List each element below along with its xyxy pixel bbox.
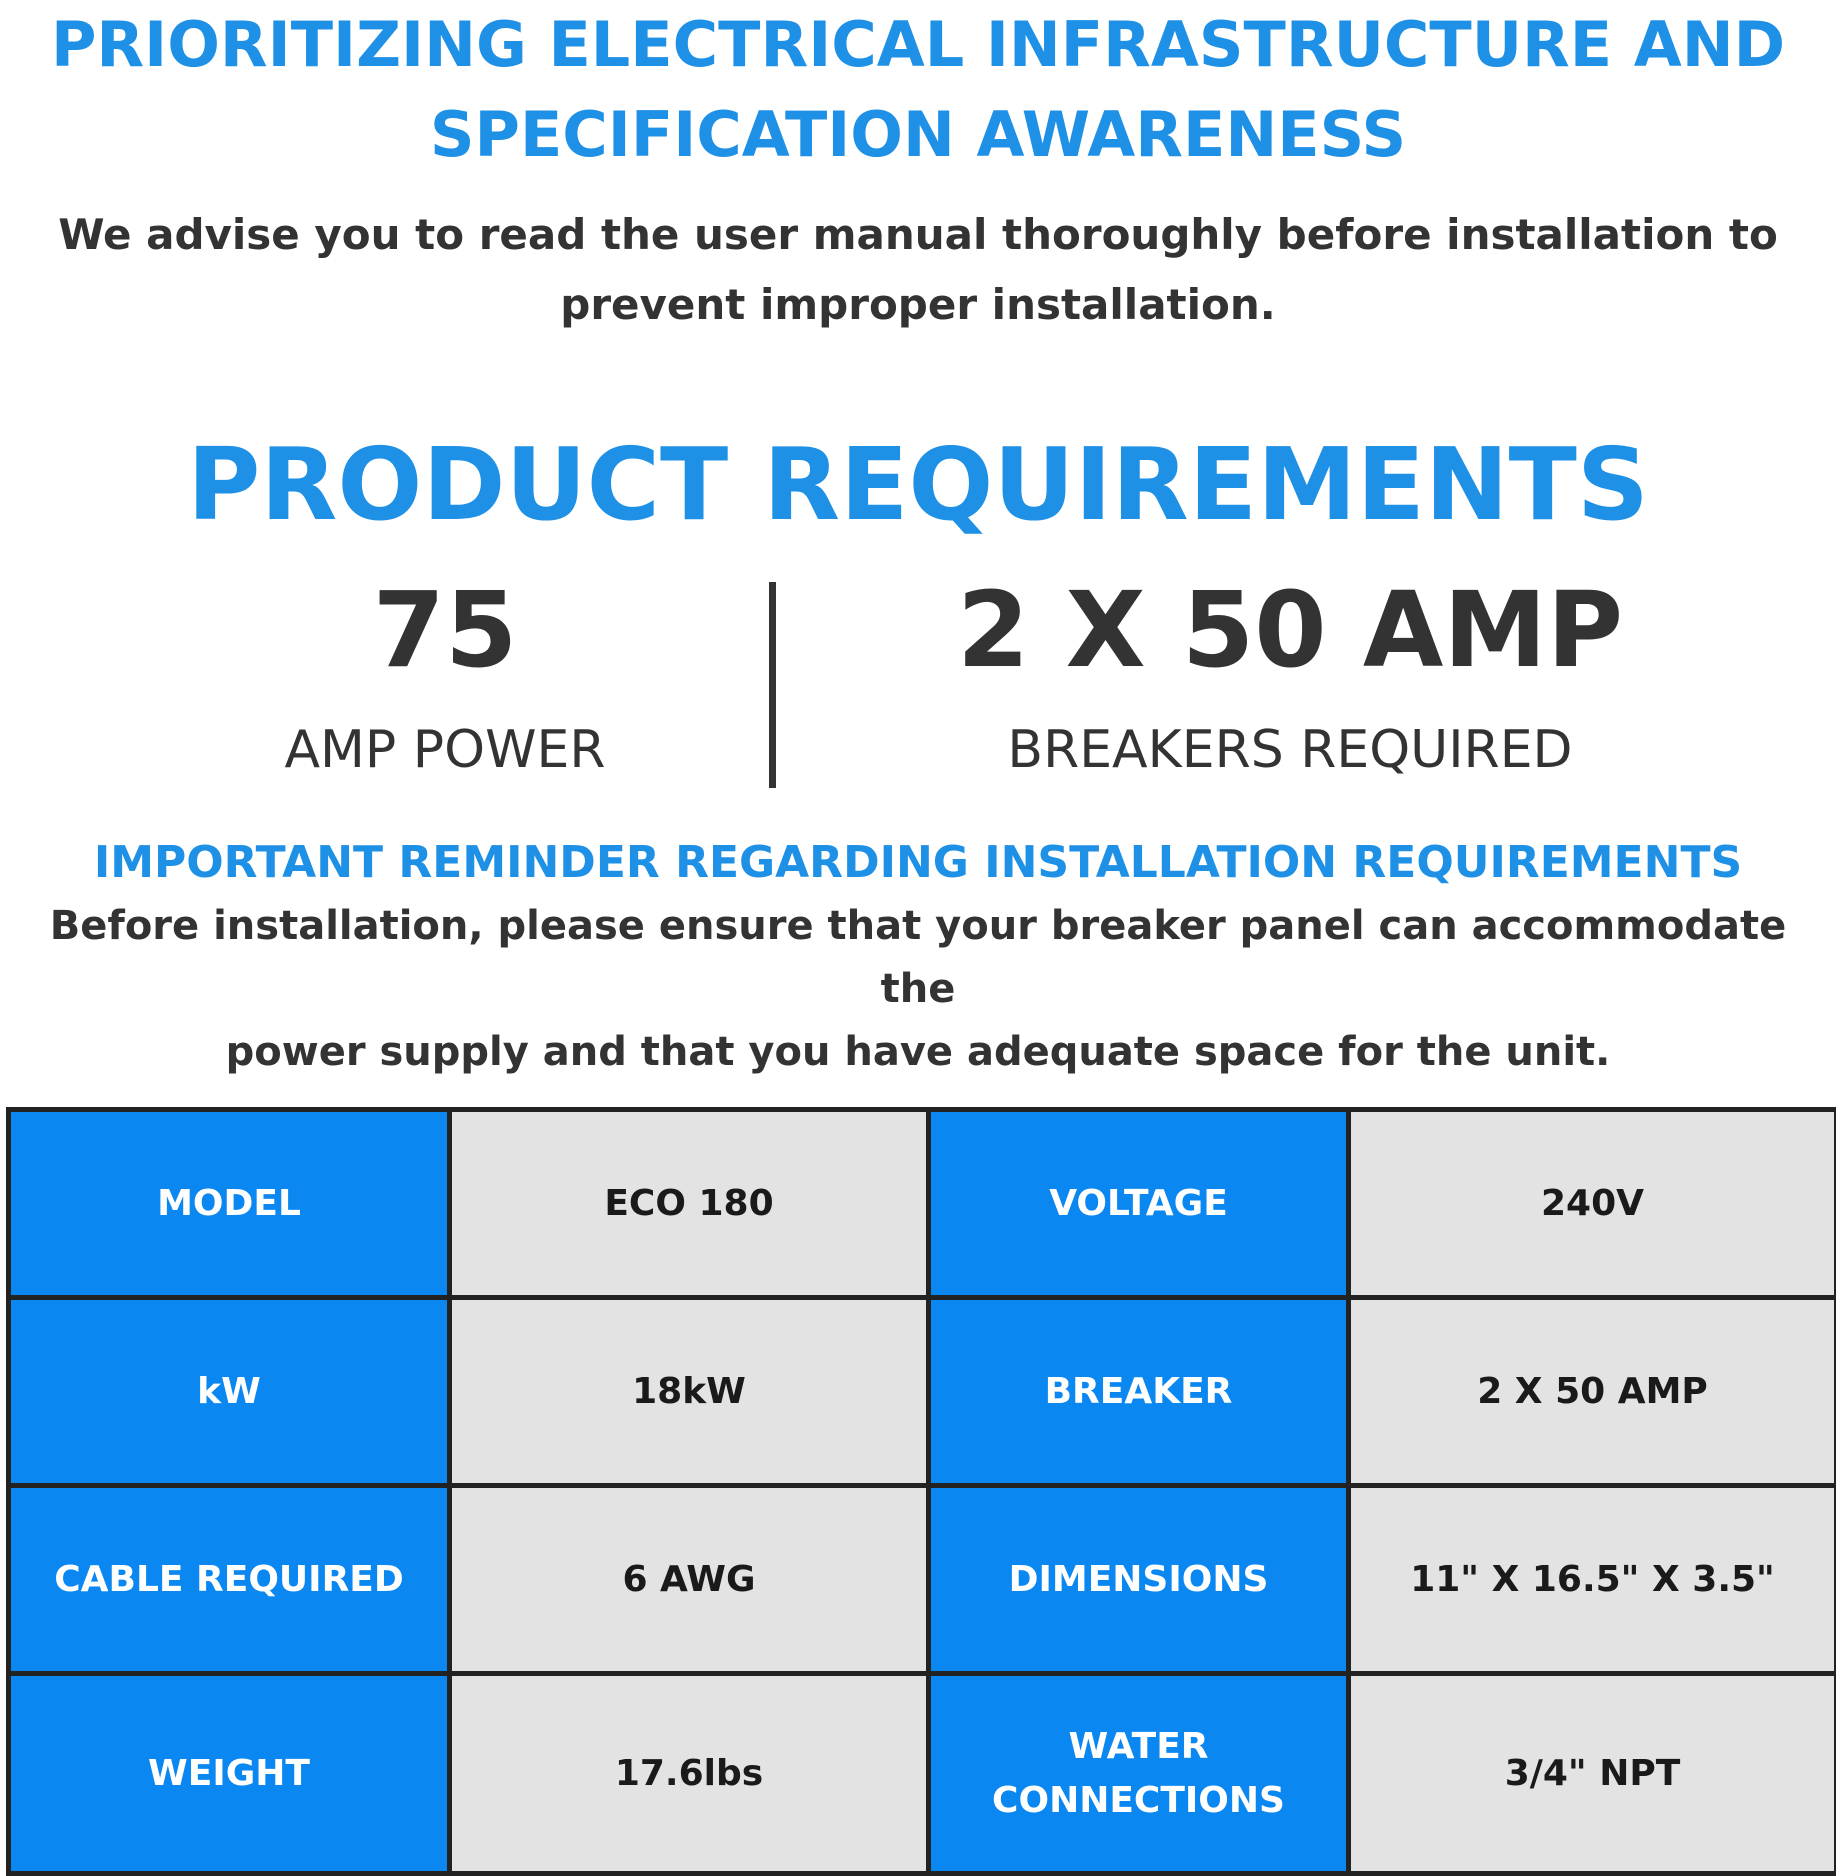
spec-label-water-line-1: WATER bbox=[1068, 1725, 1209, 1767]
spec-label-breaker: BREAKER bbox=[929, 1298, 1349, 1486]
spec-label-weight: WEIGHT bbox=[9, 1674, 450, 1874]
page-title-line-1: PRIORITIZING ELECTRICAL INFRASTRUCTURE AND bbox=[50, 8, 1786, 81]
spec-label-voltage: VOLTAGE bbox=[929, 1110, 1349, 1298]
spec-label-water-connections bbox=[929, 1674, 1349, 1874]
page-title bbox=[0, 0, 1836, 180]
table-row bbox=[9, 1110, 1836, 1298]
table-row bbox=[9, 1486, 1836, 1674]
spec-label-water-line-2: CONNECTIONS bbox=[992, 1779, 1285, 1821]
spec-label-model: MODEL bbox=[9, 1110, 450, 1298]
spec-value-breaker: 2 X 50 AMP bbox=[1349, 1298, 1836, 1486]
power-label: AMP POWER bbox=[284, 720, 606, 780]
spec-label-cable: CABLE REQUIRED bbox=[9, 1486, 450, 1674]
spec-label-dimensions: DIMENSIONS bbox=[929, 1486, 1349, 1674]
spec-table bbox=[6, 1107, 1836, 1876]
intro-paragraph bbox=[40, 200, 1796, 340]
power-value: 75 bbox=[372, 569, 518, 691]
intro-line-1: We advise you to read the user manual thoroughly before installation to bbox=[58, 210, 1778, 259]
breaker-value: 2 X 50 AMP bbox=[956, 569, 1624, 691]
spec-value-kw: 18kW bbox=[450, 1298, 929, 1486]
intro-line-2: prevent improper installation. bbox=[560, 280, 1276, 329]
stat-divider bbox=[769, 582, 776, 788]
breaker-label: BREAKERS REQUIRED bbox=[1007, 720, 1573, 780]
reminder-title: IMPORTANT REMINDER REGARDING INSTALLATION REQUIREMENTS bbox=[93, 837, 1743, 888]
reminder-paragraph bbox=[40, 895, 1796, 1084]
product-requirements-title: PRODUCT REQUIREMENTS bbox=[187, 426, 1649, 543]
spec-value-water-connections: 3/4" NPT bbox=[1349, 1674, 1836, 1874]
spec-value-weight: 17.6lbs bbox=[450, 1674, 929, 1874]
spec-value-cable: 6 AWG bbox=[450, 1486, 929, 1674]
reminder-line-2: power supply and that you have adequate space for the unit. bbox=[225, 1029, 1611, 1075]
table-row bbox=[9, 1674, 1836, 1874]
spec-value-dimensions: 11" X 16.5" X 3.5" bbox=[1349, 1486, 1836, 1674]
table-row bbox=[9, 1298, 1836, 1486]
spec-label-kw: kW bbox=[9, 1298, 450, 1486]
spec-value-model: ECO 180 bbox=[450, 1110, 929, 1298]
reminder-line-1: Before installation, please ensure that your breaker panel can accommodate the bbox=[49, 903, 1787, 1012]
spec-value-voltage: 240V bbox=[1349, 1110, 1836, 1298]
page-title-line-2: SPECIFICATION AWARENESS bbox=[429, 98, 1407, 171]
